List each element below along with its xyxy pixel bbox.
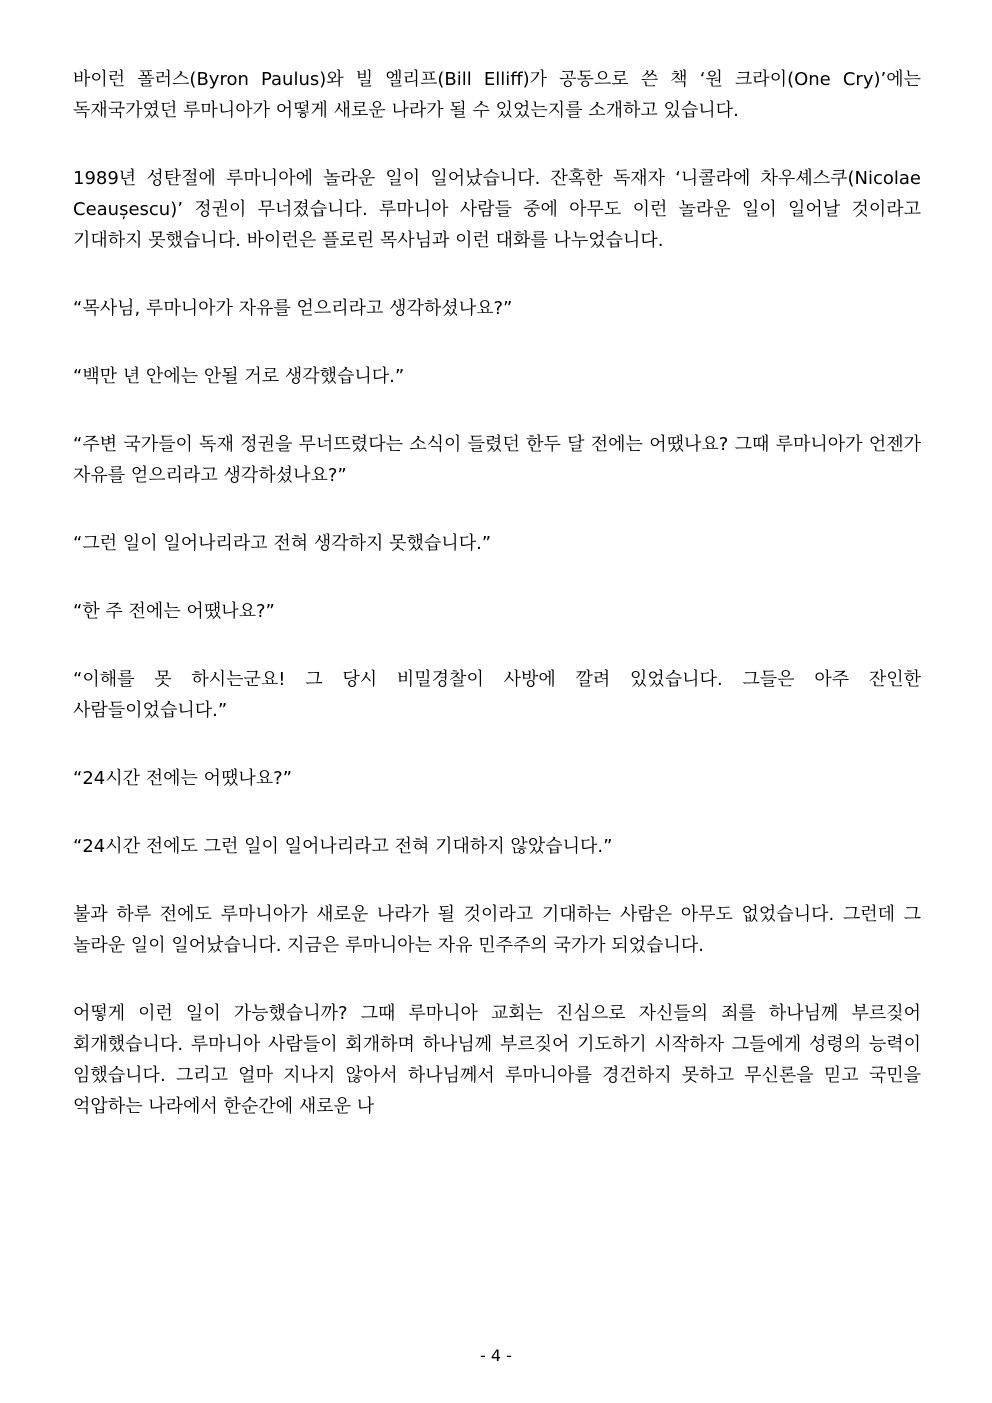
dialogue-answer-2: “그런 일이 일어나리라고 전혀 생각하지 못했습니다.” xyxy=(73,533,492,554)
paragraph-repentance: 어떻게 이런 일이 가능했습니까? 그때 루마니아 교회는 진심으로 자신들의 죄를 하나님께 부르짖어 회개했습니다. 루마니아 사람들이 회개하며 하나님께 부르짖어 기도하기 시작하자 그들에게 성령의 능력이 임했습니다. 그리고 얼마 지나지 않아서 하나님께서 루마니아를 경건하지 못하고 무신론을 믿고 국민을 억압하는 나라에서 한순간에 새로운 나 xyxy=(73,1003,921,1117)
paragraph-romania-1989: 1989년 성탄절에 루마니아에 놀라운 일이 일어났습니다. 잔혹한 독재자 ‘니콜라에 차우셰스쿠(Nicolae Ceaușescu)’ 정권이 무너졌습니다. 루마니아 사람들 중에 아무도 이런 놀라운 일이 일어날 것이라고 기대하지 못했습니다. 바이런은 플로린 목사님과 이런 대화를 나누었습니다. xyxy=(73,168,921,251)
dialogue-question-1: “목사님, 루마니아가 자유를 얻으리라고 생각하셨나요?” xyxy=(73,298,513,319)
dialogue-question-2: “주변 국가들이 독재 정권을 무너뜨렸다는 소식이 들렸던 한두 달 전에는 어땠나요? 그때 루마니아가 언젠가 자유를 얻으리라고 생각하셨나요?” xyxy=(73,434,921,486)
dialogue-question-3: “한 주 전에는 어땠나요?” xyxy=(73,601,275,622)
dialogue-answer-3: “이해를 못 하시는군요! 그 당시 비밀경찰이 사방에 깔려 있었습니다. 그들은 아주 잔인한 사람들이었습니다.” xyxy=(73,669,921,721)
paragraph-new-nation: 불과 하루 전에도 루마니아가 새로운 나라가 될 것이라고 기대하는 사람은 아무도 없었습니다. 그런데 그 놀라운 일이 일어났습니다. 지금은 루마니아는 자유 민주주의 국가가 되었습니다. xyxy=(73,904,921,956)
dialogue-answer-4: “24시간 전에도 그런 일이 일어나리라고 전혀 기대하지 않았습니다.” xyxy=(73,836,613,857)
dialogue-question-4: “24시간 전에는 어땠나요?” xyxy=(73,768,293,789)
paragraph-intro: 바이런 폴러스(Byron Paulus)와 빌 엘리프(Bill Elliff)가 공동으로 쓴 책 ‘원 크라이(One Cry)’에는 독재국가였던 루마니아가 어떻게 새로운 나라가 될 수 있었는지를 소개하고 있습니다. xyxy=(73,69,921,121)
dialogue-answer-1: “백만 년 안에는 안될 거로 생각했습니다.” xyxy=(73,366,405,387)
document-body xyxy=(73,64,921,1159)
page-number: - 4 - xyxy=(480,1346,512,1365)
